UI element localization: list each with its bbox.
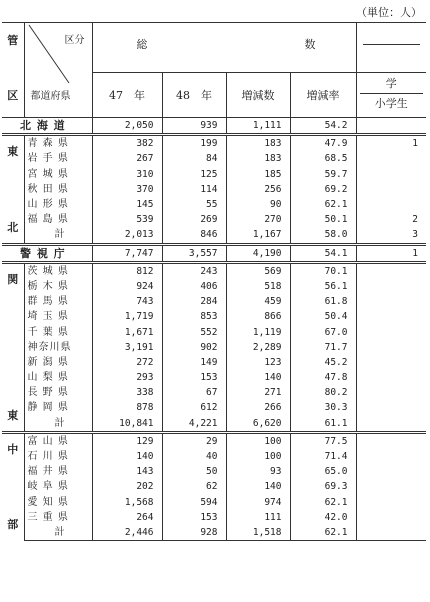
prefecture-name: 岐 阜 県 — [27, 481, 69, 493]
header-kubun: 区分 — [64, 35, 85, 46]
cell-diff: 866 — [226, 309, 290, 324]
cell-y47: 924 — [92, 279, 162, 294]
cell-y47: 264 — [92, 510, 162, 525]
prefecture-name: 警 視 庁 — [2, 244, 92, 262]
cell-y48: 846 — [162, 227, 226, 244]
header-ku: 区 — [7, 89, 19, 102]
cell-y48: 902 — [162, 340, 226, 355]
cell-rate: 50.4 — [290, 309, 356, 324]
cell-y48: 62 — [162, 479, 226, 494]
cell-rate: 59.7 — [290, 167, 356, 182]
cell-elementary: 1 — [356, 244, 426, 262]
prefecture-name: 宮 城 県 — [27, 168, 69, 180]
prefecture-name: 山 形 県 — [27, 199, 69, 211]
table-row — [2, 197, 426, 212]
region-label — [2, 135, 24, 244]
cell-diff: 518 — [226, 279, 290, 294]
prefecture-name: 岩 手 県 — [27, 153, 69, 165]
table-row — [2, 510, 426, 525]
cell-y48: 406 — [162, 279, 226, 294]
header-kan: 管 — [7, 34, 19, 47]
prefecture-name: 山 梨 県 — [27, 372, 69, 384]
cell-y48: 40 — [162, 449, 226, 464]
statistics-table — [2, 22, 426, 541]
cell-y47: 293 — [92, 370, 162, 385]
cell-y48: 149 — [162, 355, 226, 370]
prefecture-name: 秋 田 県 — [27, 183, 69, 195]
cell-elementary — [356, 355, 426, 370]
cell-y47: 310 — [92, 167, 162, 182]
cell-rate: 70.1 — [290, 262, 356, 279]
cell-y48: 125 — [162, 167, 226, 182]
prefecture-name: 福 島 県 — [27, 214, 69, 226]
header-gaku: 学 — [385, 77, 397, 91]
cell-elementary — [356, 385, 426, 400]
cell-y47: 338 — [92, 385, 162, 400]
cell-rate: 56.1 — [290, 279, 356, 294]
cell-y48: 4,221 — [162, 416, 226, 433]
cell-elementary — [356, 370, 426, 385]
table-row — [2, 464, 426, 479]
cell-diff: 266 — [226, 400, 290, 415]
cell-rate: 77.5 — [290, 432, 356, 449]
region-char: 東 — [7, 145, 19, 159]
cell-rate: 62.1 — [290, 197, 356, 212]
cell-elementary — [356, 197, 426, 212]
cell-diff: 140 — [226, 479, 290, 494]
region-char: 部 — [7, 518, 19, 532]
region-char: 北 — [7, 220, 19, 234]
cell-y47: 2,050 — [92, 118, 162, 135]
prefecture-name: 北 海 道 — [2, 118, 92, 135]
table-row — [2, 495, 426, 510]
cell-y48: 84 — [162, 151, 226, 166]
cell-diff: 271 — [226, 385, 290, 400]
cell-y48: 853 — [162, 309, 226, 324]
table-row — [2, 151, 426, 166]
cell-elementary — [356, 151, 426, 166]
table-row — [2, 385, 426, 400]
cell-y47: 743 — [92, 294, 162, 309]
cell-rate: 67.0 — [290, 324, 356, 339]
cell-elementary — [356, 400, 426, 415]
cell-elementary — [356, 294, 426, 309]
region-label — [2, 432, 24, 540]
cell-rate: 42.0 — [290, 510, 356, 525]
cell-y48: 939 — [162, 118, 226, 135]
table-row — [2, 355, 426, 370]
cell-diff: 185 — [226, 167, 290, 182]
cell-diff: 256 — [226, 182, 290, 197]
cell-rate: 69.3 — [290, 479, 356, 494]
cell-rate: 62.1 — [290, 495, 356, 510]
region-char: 中 — [7, 442, 19, 456]
cell-diff: 1,518 — [226, 525, 290, 541]
prefecture-name: 茨 城 県 — [24, 262, 92, 279]
prefecture-name: 千 葉 県 — [27, 326, 69, 338]
cell-y47: 1,719 — [92, 309, 162, 324]
cell-elementary — [356, 510, 426, 525]
cell-rate: 54.1 — [290, 244, 356, 262]
cell-diff: 90 — [226, 197, 290, 212]
cell-y48: 29 — [162, 432, 226, 449]
cell-y47: 539 — [92, 212, 162, 227]
cell-diff: 93 — [226, 464, 290, 479]
cell-rate: 50.1 — [290, 212, 356, 227]
cell-diff: 1,111 — [226, 118, 290, 135]
header-rule — [363, 44, 421, 45]
table-row — [2, 118, 426, 135]
table-row — [2, 227, 426, 244]
cell-elementary — [356, 416, 426, 433]
cell-elementary — [356, 525, 426, 541]
cell-y48: 3,557 — [162, 244, 226, 262]
cell-y47: 1,568 — [92, 495, 162, 510]
cell-y47: 3,191 — [92, 340, 162, 355]
cell-elementary — [356, 309, 426, 324]
cell-y48: 269 — [162, 212, 226, 227]
table-row — [2, 279, 426, 294]
table-row — [2, 244, 426, 262]
cell-diff: 111 — [226, 510, 290, 525]
prefecture-name: 埼 玉 県 — [27, 311, 69, 323]
prefecture-name: 計 — [54, 417, 66, 429]
table-row — [2, 416, 426, 433]
cell-y47: 2,013 — [92, 227, 162, 244]
cell-y47: 267 — [92, 151, 162, 166]
cell-elementary: 1 — [356, 135, 426, 152]
cell-elementary: 2 — [356, 212, 426, 227]
cell-y47: 812 — [92, 262, 162, 279]
cell-y47: 140 — [92, 449, 162, 464]
cell-rate: 30.3 — [290, 400, 356, 415]
cell-y48: 612 — [162, 400, 226, 415]
header-shougakusei: 小学生 — [360, 93, 424, 110]
cell-y48: 243 — [162, 262, 226, 279]
header-corner — [24, 23, 92, 118]
cell-diff: 4,190 — [226, 244, 290, 262]
prefecture-name: 愛 知 県 — [27, 496, 69, 508]
cell-diff: 1,167 — [226, 227, 290, 244]
table-row — [2, 135, 426, 152]
cell-rate: 45.2 — [290, 355, 356, 370]
cell-rate: 47.9 — [290, 135, 356, 152]
table-row — [2, 432, 426, 449]
prefecture-name: 静 岡 県 — [27, 402, 69, 414]
cell-y47: 2,446 — [92, 525, 162, 541]
cell-diff: 569 — [226, 262, 290, 279]
table-row — [2, 324, 426, 339]
prefecture-name: 栃 木 県 — [27, 280, 69, 292]
cell-diff: 183 — [226, 135, 290, 152]
header-y48: 48 年 — [162, 73, 226, 118]
unit-label: （単位：人） — [356, 6, 422, 19]
cell-y48: 594 — [162, 495, 226, 510]
cell-rate: 61.8 — [290, 294, 356, 309]
region-char: 東 — [7, 408, 19, 422]
cell-rate: 65.0 — [290, 464, 356, 479]
cell-elementary: 3 — [356, 227, 426, 244]
cell-diff: 6,620 — [226, 416, 290, 433]
prefecture-name: 青 森 県 — [24, 135, 92, 152]
table-row — [2, 400, 426, 415]
prefecture-name: 神奈川県 — [27, 341, 72, 353]
prefecture-name: 計 — [24, 525, 92, 541]
cell-y47: 272 — [92, 355, 162, 370]
cell-elementary — [356, 167, 426, 182]
table-row — [2, 309, 426, 324]
prefecture-name: 福 井 県 — [27, 466, 69, 478]
cell-diff: 123 — [226, 355, 290, 370]
cell-diff: 100 — [226, 432, 290, 449]
region-char: 関 — [7, 272, 19, 286]
cell-elementary — [356, 262, 426, 279]
cell-rate: 61.1 — [290, 416, 356, 433]
cell-elementary — [356, 432, 426, 449]
table-row — [2, 449, 426, 464]
cell-elementary — [356, 324, 426, 339]
cell-y48: 153 — [162, 370, 226, 385]
cell-diff: 459 — [226, 294, 290, 309]
table-row — [2, 182, 426, 197]
cell-diff: 270 — [226, 212, 290, 227]
cell-diff: 140 — [226, 370, 290, 385]
table-row — [2, 262, 426, 279]
cell-y47: 143 — [92, 464, 162, 479]
cell-elementary — [356, 118, 426, 135]
cell-y48: 114 — [162, 182, 226, 197]
cell-y47: 382 — [92, 135, 162, 152]
table-row — [2, 479, 426, 494]
prefecture-name: 新 潟 県 — [27, 356, 69, 368]
header-suu: 数 — [304, 38, 316, 51]
cell-elementary — [356, 479, 426, 494]
cell-y47: 370 — [92, 182, 162, 197]
prefecture-name: 三 重 県 — [27, 511, 69, 523]
header-zougen: 増減数 — [226, 73, 290, 118]
cell-y47: 202 — [92, 479, 162, 494]
cell-y48: 199 — [162, 135, 226, 152]
cell-elementary — [356, 449, 426, 464]
cell-diff: 974 — [226, 495, 290, 510]
cell-rate: 47.8 — [290, 370, 356, 385]
cell-elementary — [356, 495, 426, 510]
cell-y47: 10,841 — [92, 416, 162, 433]
cell-y48: 928 — [162, 525, 226, 541]
cell-rate: 68.5 — [290, 151, 356, 166]
prefecture-name: 富 山 県 — [24, 432, 92, 449]
cell-diff: 100 — [226, 449, 290, 464]
cell-elementary — [356, 340, 426, 355]
cell-y47: 7,747 — [92, 244, 162, 262]
table-row — [2, 294, 426, 309]
cell-elementary — [356, 182, 426, 197]
cell-y48: 55 — [162, 197, 226, 212]
table-row — [2, 370, 426, 385]
table-row — [2, 167, 426, 182]
cell-y47: 129 — [92, 432, 162, 449]
cell-rate: 71.4 — [290, 449, 356, 464]
cell-elementary — [356, 279, 426, 294]
region-label — [2, 262, 24, 432]
cell-rate: 80.2 — [290, 385, 356, 400]
prefecture-name: 群 馬 県 — [27, 296, 69, 308]
cell-elementary — [356, 464, 426, 479]
table-row — [2, 525, 426, 541]
cell-rate: 69.2 — [290, 182, 356, 197]
cell-diff: 183 — [226, 151, 290, 166]
header-sou: 総 — [136, 38, 148, 51]
cell-y48: 284 — [162, 294, 226, 309]
prefecture-name: 長 野 県 — [27, 387, 69, 399]
cell-y47: 145 — [92, 197, 162, 212]
cell-y48: 50 — [162, 464, 226, 479]
cell-y48: 552 — [162, 324, 226, 339]
table-row — [2, 340, 426, 355]
header-todofuken: 都道府県 — [30, 91, 71, 102]
prefecture-name: 石 川 県 — [27, 451, 69, 463]
header-row-1 — [2, 23, 426, 73]
cell-y47: 878 — [92, 400, 162, 415]
cell-rate: 62.1 — [290, 525, 356, 541]
prefecture-name: 計 — [54, 229, 66, 241]
header-zougenritsu: 増減率 — [290, 73, 356, 118]
cell-rate: 71.7 — [290, 340, 356, 355]
cell-y48: 67 — [162, 385, 226, 400]
cell-y47: 1,671 — [92, 324, 162, 339]
cell-diff: 1,119 — [226, 324, 290, 339]
table-row — [2, 212, 426, 227]
cell-y48: 153 — [162, 510, 226, 525]
cell-rate: 58.0 — [290, 227, 356, 244]
header-y47: 47 年 — [92, 73, 162, 118]
cell-rate: 54.2 — [290, 118, 356, 135]
cell-diff: 2,289 — [226, 340, 290, 355]
